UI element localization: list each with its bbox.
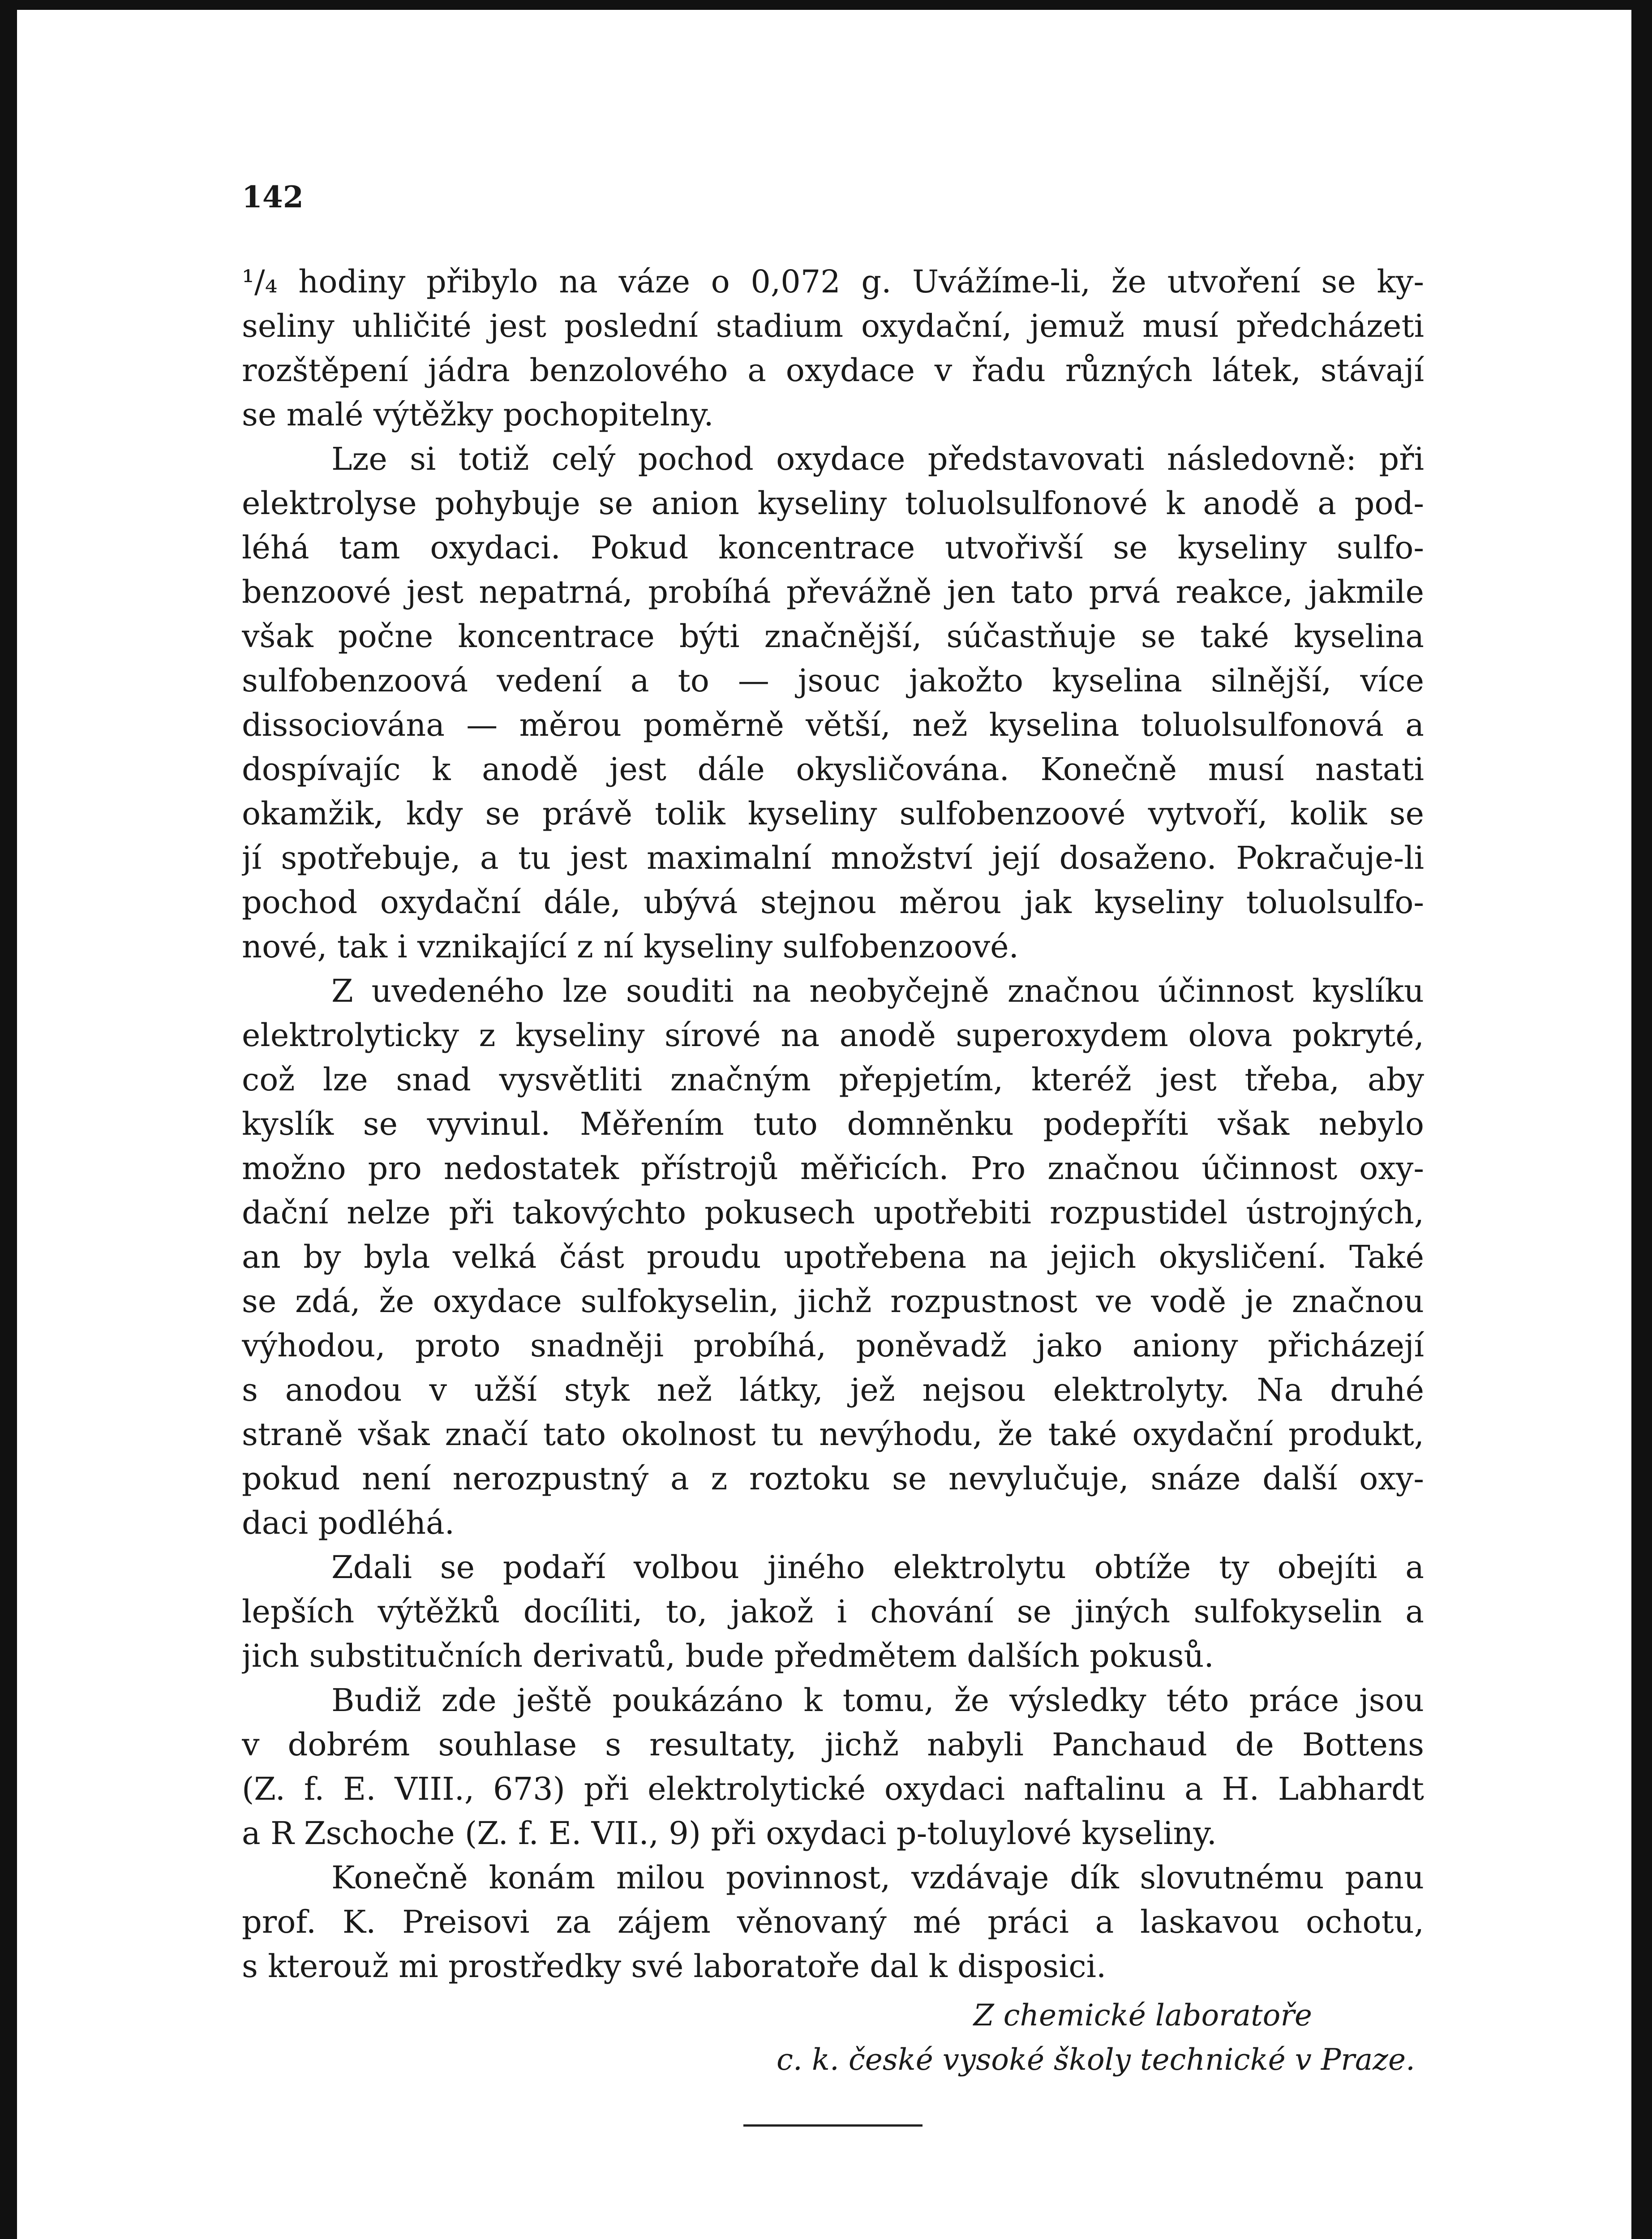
text-line: dissociována — měrou poměrně větší, než kyselina toluolsulfonová a xyxy=(242,707,1424,743)
text-line: dospívajíc k anodě jest dále okysličována. Konečně musí nastati xyxy=(242,751,1424,788)
text-line: se malé výtěžky pochopitelny. xyxy=(242,396,714,433)
paragraph-3 xyxy=(242,969,1424,1545)
text-line: se zdá, že oxydace sulfokyselin, jichž rozpustnost ve vodě je značnou xyxy=(242,1283,1424,1320)
text-line: lepších výtěžků docíliti, to, jakož i chování se jiných sulfokyselin a xyxy=(242,1593,1424,1630)
text-line: pokud není nerozpustný a z roztoku se nevylučuje, snáze další oxy- xyxy=(242,1460,1424,1497)
text-line: však počne koncentrace býti značnější, súčastňuje se také kyselina xyxy=(242,618,1424,655)
signature-line: Z chemické laboratoře xyxy=(973,1998,1312,2033)
text-line: což lze snad vysvětliti značným přepjetím, kteréž jest třeba, aby xyxy=(242,1061,1424,1098)
text-line: sulfobenzoová vedení a to — jsouc jakožto kyselina silnější, více xyxy=(242,662,1424,699)
paragraph-6 xyxy=(242,1856,1424,1989)
signature-line: c. k. české vysoké školy technické v Praze. xyxy=(776,2042,1415,2077)
text-line: ¹/₄ hodiny přibylo na váze o 0,072 g. Uvážíme-li, že utvoření se ky- xyxy=(242,263,1424,300)
text-line: a R Zschoche (Z. f. E. VII., 9) při oxydaci p-toluylové kyseliny. xyxy=(242,1815,1217,1852)
text-line: s anodou v užší styk než látky, jež nejsou elektrolyty. Na druhé xyxy=(242,1372,1424,1408)
paragraph-4 xyxy=(242,1545,1424,1678)
text-line: Z uvedeného lze souditi na neobyčejně značnou účinnost kyslíku xyxy=(331,973,1424,1009)
text-line: Zdali se podaří volbou jiného elektrolytu obtíže ty obejíti a xyxy=(331,1549,1424,1586)
text-line: s kterouž mi prostředky své laboratoře dal k disposici. xyxy=(242,1948,1107,1985)
text-line: nové, tak i vznikající z ní kyseliny sulfobenzoové. xyxy=(242,928,1019,965)
paragraph-1 xyxy=(242,260,1424,437)
text-line: elektrolyse pohybuje se anion kyseliny toluolsulfonové k anodě a pod- xyxy=(242,485,1424,522)
end-rule xyxy=(743,2124,923,2127)
text-line: Budiž zde ještě poukázáno k tomu, že výsledky této práce jsou xyxy=(331,1682,1424,1719)
text-line: možno pro nedostatek přístrojů měřicích. Pro značnou účinnost oxy- xyxy=(242,1150,1424,1187)
page-number: 142 xyxy=(242,180,304,214)
text-line: rozštěpení jádra benzolového a oxydace v řadu různých látek, stávají xyxy=(242,352,1424,389)
paragraph-5 xyxy=(242,1678,1424,1856)
text-line: elektrolyticky z kyseliny sírové na anodě superoxydem olova pokryté, xyxy=(242,1017,1424,1054)
text-line: an by byla velká část proudu upotřebena na jejich okysličení. Také xyxy=(242,1239,1424,1275)
text-line: (Z. f. E. VIII., 673) při elektrolytické oxydaci naftalinu a H. Labhardt xyxy=(242,1771,1424,1807)
text-line: benzoové jest nepatrná, probíhá převážně jen tato prvá reakce, jakmile xyxy=(242,574,1424,610)
text-line: pochod oxydační dále, ubývá stejnou měrou jak kyseliny toluolsulfo- xyxy=(242,884,1424,921)
text-line: jich substitučních derivatů, bude předmětem dalších pokusů. xyxy=(242,1638,1214,1674)
text-line: v dobrém souhlase s resultaty, jichž nabyli Panchaud de Bottens xyxy=(242,1726,1424,1763)
text-line: kyslík se vyvinul. Měřením tuto domněnku podepříti však nebylo xyxy=(242,1106,1424,1142)
text-line: daci podléhá. xyxy=(242,1505,455,1541)
text-line: jí spotřebuje, a tu jest maximalní množství její dosaženo. Pokračuje-li xyxy=(242,840,1424,876)
signature-block xyxy=(242,1993,1424,2082)
text-line: prof. K. Preisovi za zájem věnovaný mé práci a laskavou ochotu, xyxy=(242,1904,1424,1940)
text-line: Konečně konám milou povinnost, vzdávaje dík slovutnému panu xyxy=(331,1859,1424,1896)
text-line: výhodou, proto snadněji probíhá, poněvadž jako aniony přicházejí xyxy=(242,1327,1424,1364)
text-line: seliny uhličité jest poslední stadium oxydační, jemuž musí předcházeti xyxy=(242,308,1424,344)
text-line: Lze si totiž celý pochod oxydace představovati následovně: při xyxy=(331,441,1424,477)
text-line: léhá tam oxydaci. Pokud koncentrace utvořivší se kyseliny sulfo- xyxy=(242,529,1424,566)
paragraph-2 xyxy=(242,437,1424,969)
text-line: okamžik, kdy se právě tolik kyseliny sulfobenzoové vytvoří, kolik se xyxy=(242,795,1424,832)
text-line: straně však značí tato okolnost tu nevýhodu, že také oxydační produkt, xyxy=(242,1416,1424,1453)
document-page xyxy=(242,179,1424,2127)
text-line: dační nelze při takovýchto pokusech upotřebiti rozpustidel ústrojných, xyxy=(242,1194,1424,1231)
